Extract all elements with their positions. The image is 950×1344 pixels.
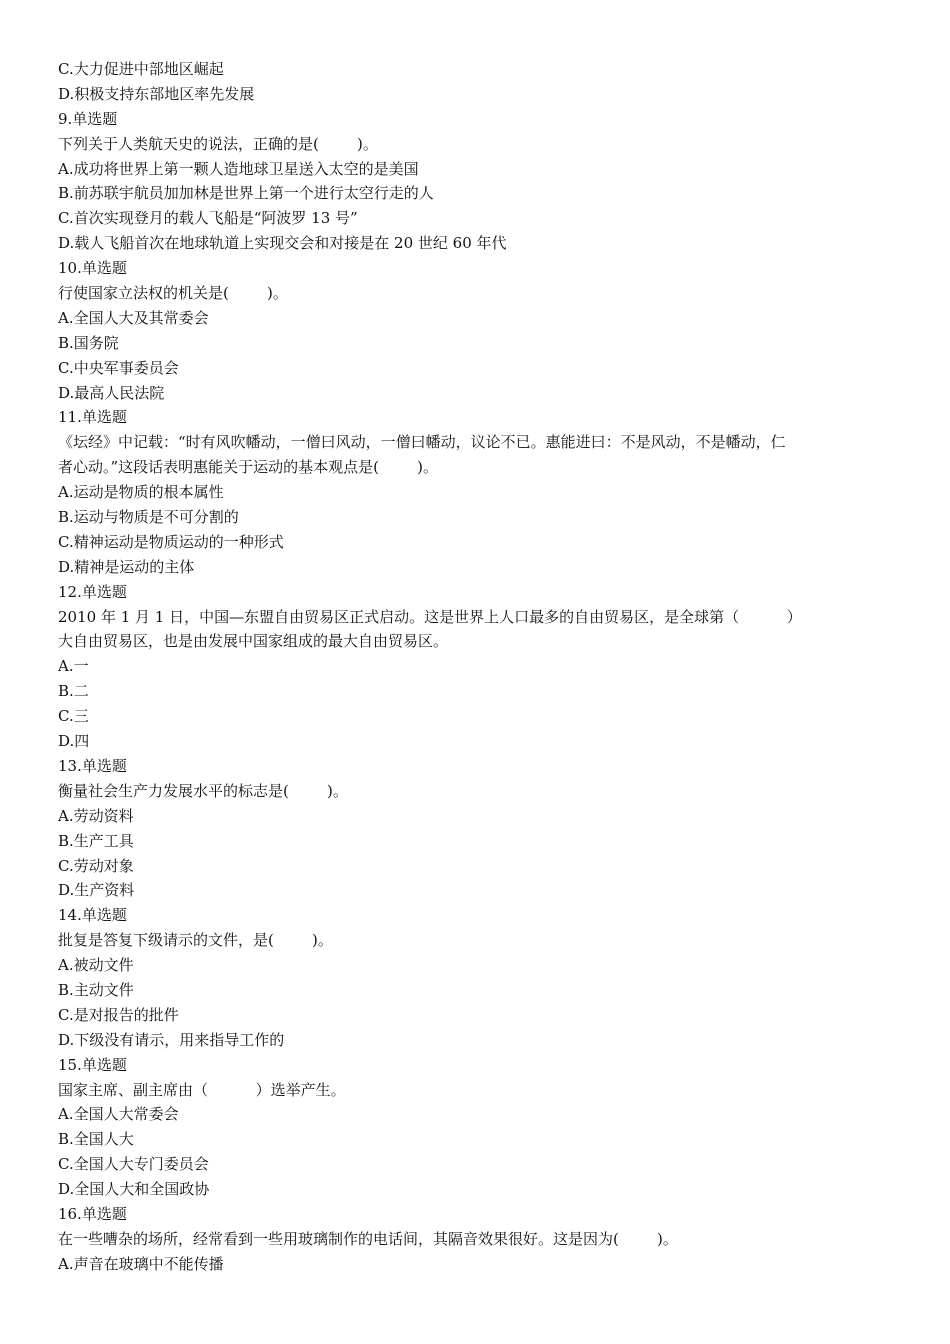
question-9-option-d: D.载人飞船首次在地球轨道上实现交会和对接是在 20 世纪 60 年代: [58, 234, 507, 253]
question-9-heading: 9.单选题: [58, 109, 118, 128]
question-9-option-a: A.成功将世界上第一颗人造地球卫星送入太空的是美国: [58, 159, 419, 178]
question-11-option-c: C.精神运动是物质运动的一种形式: [58, 532, 284, 551]
question-11-text-line2: 者心动。”这段话表明惠能关于运动的基本观点是( )。: [58, 458, 439, 477]
question-10-option-d: D.最高人民法院: [58, 383, 165, 402]
question-15-option-b: B.全国人大: [58, 1130, 134, 1149]
question-16-option-a: A.声音在玻璃中不能传播: [58, 1254, 224, 1273]
question-10-option-b: B.国务院: [58, 333, 119, 352]
question-12-option-b: B.二: [58, 682, 89, 701]
question-12-option-a: A.一: [58, 657, 89, 676]
question-13-option-b: B.生产工具: [58, 831, 134, 850]
question-15-option-a: A.全国人大常委会: [58, 1105, 179, 1124]
question-14-text: 批复是答复下级请示的文件，是( )。: [58, 931, 333, 950]
question-11-option-a: A.运动是物质的根本属性: [58, 483, 224, 502]
question-10-option-a: A.全国人大及其常委会: [58, 308, 209, 327]
option-c-q8: C.大力促进中部地区崛起: [58, 60, 224, 78]
question-13-option-a: A.劳动资料: [58, 806, 134, 825]
question-12-text-line2: 大自由贸易区，也是由发展中国家组成的最大自由贸易区。: [58, 632, 449, 651]
question-14-option-d: D.下级没有请示，用来指导工作的: [58, 1030, 285, 1049]
question-13-text: 衡量社会生产力发展水平的标志是( )。: [58, 781, 348, 800]
question-16-heading: 16.单选题: [58, 1204, 127, 1223]
question-15-option-c: C.全国人大专门委员会: [58, 1155, 209, 1174]
question-14-option-b: B.主动文件: [58, 980, 134, 999]
question-15-option-d: D.全国人大和全国政协: [58, 1180, 210, 1199]
question-13-option-d: D.生产资料: [58, 881, 135, 900]
question-13-option-c: C.劳动对象: [58, 856, 134, 875]
question-12-heading: 12.单选题: [58, 582, 127, 601]
question-11-heading: 11.单选题: [58, 408, 127, 427]
question-15-heading: 15.单选题: [58, 1055, 127, 1074]
question-9-option-c: C.首次实现登月的载人飞船是“阿波罗 13 号”: [58, 209, 358, 228]
option-d-q8: D.积极支持东部地区率先发展: [58, 84, 255, 103]
question-15-text: 国家主席、副主席由（ ）选举产生。: [58, 1080, 346, 1099]
question-12-option-d: D.四: [58, 732, 90, 751]
question-14-option-c: C.是对报告的批件: [58, 1005, 179, 1024]
question-11-option-d: D.精神是运动的主体: [58, 557, 195, 576]
question-12-text-line1: 2010 年 1 月 1 日，中国—东盟自由贸易区正式启动。这是世界上人口最多的自由贸易区，是全球第（ ）: [58, 607, 802, 626]
question-14-option-a: A.被动文件: [58, 956, 134, 975]
question-10-text: 行使国家立法权的机关是( )。: [58, 284, 288, 303]
question-10-heading: 10.单选题: [58, 259, 127, 278]
question-12-option-c: C.三: [58, 707, 89, 726]
question-11-text-line1: 《坛经》中记载：“时有风吹幡动，一僧曰风动，一僧曰幡动，议论不已。惠能进曰：不是风动，不是幡动，仁: [58, 433, 786, 452]
question-11-option-b: B.运动与物质是不可分割的: [58, 508, 239, 527]
question-9-option-b: B.前苏联宇航员加加林是世界上第一个进行太空行走的人: [58, 184, 434, 203]
exam-page: [58, 57, 888, 1277]
question-16-text: 在一些嘈杂的场所，经常看到一些用玻璃制作的电话间，其隔音效果很好。这是因为( )。: [58, 1229, 678, 1248]
question-14-heading: 14.单选题: [58, 906, 127, 925]
question-9-text: 下列关于人类航天史的说法，正确的是( )。: [58, 134, 378, 153]
question-10-option-c: C.中央军事委员会: [58, 358, 179, 377]
question-13-heading: 13.单选题: [58, 756, 127, 775]
